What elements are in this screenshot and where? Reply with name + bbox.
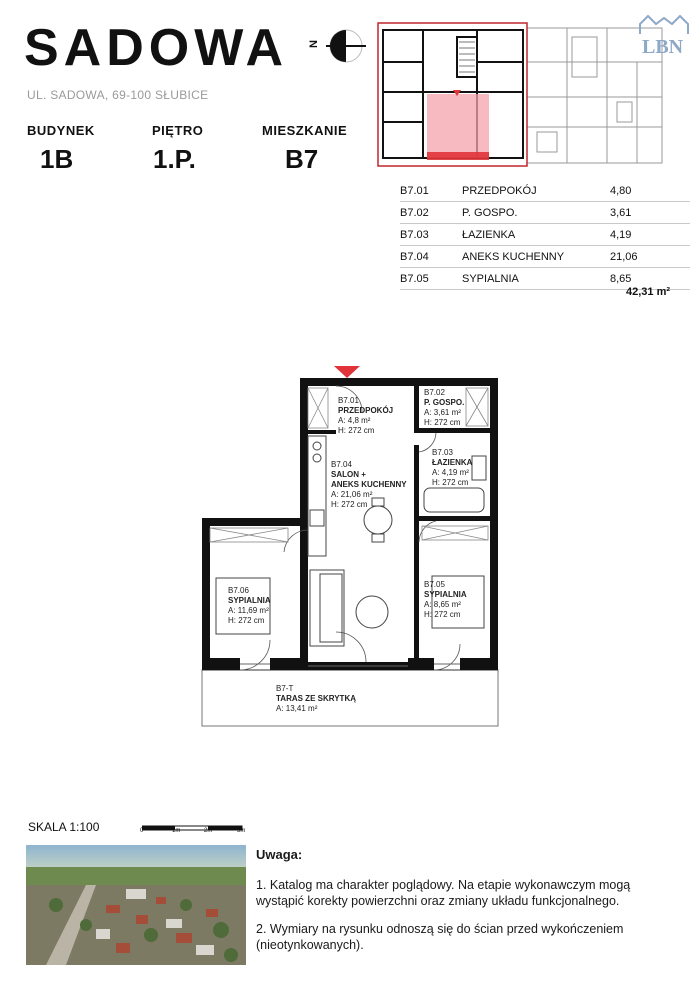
plan-room-height: H: 272 cm (432, 478, 469, 487)
plan-label-b7-06 (228, 586, 271, 626)
highlighted-apartment (427, 94, 489, 158)
room-code: B7.04 (400, 251, 429, 263)
building-value: 1B (40, 144, 74, 174)
plan-room-name: SYPIALNIA (424, 590, 467, 599)
plan-room-code: B7.06 (228, 586, 249, 595)
project-address: UL. SADOWA, 69-100 SŁUBICE (27, 88, 209, 102)
plan-room-code: B7.03 (432, 448, 453, 457)
compass-icon (322, 22, 370, 70)
plan-label-terrace (276, 684, 356, 714)
plan-room-area: A: 8,65 m² (424, 600, 461, 609)
plan-room-name: TARAS ZE SKRYTKĄ (276, 694, 356, 703)
plan-room-area: A: 11,69 m² (228, 606, 269, 615)
plan-room-height: H: 272 cm (424, 418, 461, 427)
building-key-plan (377, 22, 667, 168)
compass-letter: N (307, 40, 320, 48)
plan-room-height: H: 272 cm (331, 500, 368, 509)
scale-bar (142, 820, 252, 840)
floor-label: PIĘTRO (152, 123, 204, 138)
room-name: P. GOSPO. (462, 207, 518, 219)
room-area: 4,19 (610, 229, 632, 241)
notes-heading: Uwaga: (256, 847, 303, 862)
scale-tick: 1m (172, 828, 181, 834)
plan-room-height: H: 272 cm (424, 610, 461, 619)
plan-room-code: B7.01 (338, 396, 359, 405)
room-code: B7.02 (400, 207, 429, 219)
room-row (400, 246, 690, 268)
plan-room-code: B7.02 (424, 388, 445, 397)
aerial-photo-image (26, 845, 246, 965)
plan-room-height: H: 272 cm (338, 426, 375, 435)
room-table (400, 180, 690, 290)
room-area: 3,61 (610, 207, 632, 219)
plan-room-code: B7-T (276, 684, 294, 693)
plan-room-area: A: 21,06 m² (331, 490, 373, 499)
room-code: B7.05 (400, 273, 429, 285)
note-item: 1. Katalog ma charakter poglądowy. Na etapie wykonawczym mogą wystąpić korekty powierzchni oraz zmiany układu funkcjonalnego. (256, 878, 631, 908)
key-plan (377, 22, 667, 168)
building-label: BUDYNEK (27, 123, 95, 138)
company-logo (636, 12, 692, 62)
apartment-value: B7 (285, 144, 319, 174)
room-row (400, 202, 690, 224)
plan-room-name: P. GOSPO. (424, 398, 465, 407)
room-row (400, 180, 690, 202)
plan-room-name: SALON + (331, 470, 366, 479)
plan-label-b7-05 (424, 580, 467, 620)
scale-tick: 0 (140, 828, 144, 834)
scale-tick: 3m (237, 828, 246, 834)
apartment-label: MIESZKANIE (262, 123, 348, 138)
plan-room-height: H: 272 cm (228, 616, 265, 625)
room-area: 8,65 (610, 273, 632, 285)
plan-label-b7-02 (424, 388, 464, 428)
room-name: PRZEDPOKÓJ (462, 185, 537, 197)
note-item: 2. Wymiary na rysunku odnoszą się do ścian przed wykończeniem (nieotynkowanych). (256, 922, 624, 952)
plan-label-b7-01 (338, 396, 393, 436)
floor-value: 1.P. (153, 144, 196, 174)
plan-label-b7-04 (331, 460, 407, 510)
aerial-photo (26, 845, 246, 965)
scale-label: SKALA 1:100 (28, 820, 100, 834)
room-name: ANEKS KUCHENNY (462, 251, 565, 263)
total-area: 42,31 m² (626, 286, 671, 298)
scale-tick: 2m (204, 828, 213, 834)
logo-roof-icon (636, 12, 692, 38)
logo-text: LBN (642, 36, 684, 58)
room-name: ŁAZIENKA (462, 229, 516, 241)
plan-room-area: A: 4,8 m² (338, 416, 371, 425)
plan-room-name-2: ANEKS KUCHENNY (331, 480, 407, 489)
plan-room-area: A: 13,41 m² (276, 704, 318, 713)
plan-room-name: SYPIALNIA (228, 596, 271, 605)
plan-room-name: ŁAZIENKA (432, 458, 473, 467)
scale-bar-graphic (142, 825, 246, 833)
compass (307, 22, 370, 72)
plan-room-area: A: 4,19 m² (432, 468, 469, 477)
plan-room-name: PRZEDPOKÓJ (338, 406, 394, 415)
project-title: SADOWA (24, 19, 288, 77)
plan-room-code: B7.04 (331, 460, 352, 469)
room-name: SYPIALNIA (462, 273, 519, 285)
plan-room-code: B7.05 (424, 580, 445, 589)
room-area: 4,80 (610, 185, 632, 197)
room-area: 21,06 (610, 251, 638, 263)
plan-label-b7-03 (432, 448, 472, 488)
room-code: B7.03 (400, 229, 429, 241)
room-code: B7.01 (400, 185, 429, 197)
notes-section (256, 847, 674, 965)
plan-room-area: A: 3,61 m² (424, 408, 461, 417)
room-row (400, 224, 690, 246)
